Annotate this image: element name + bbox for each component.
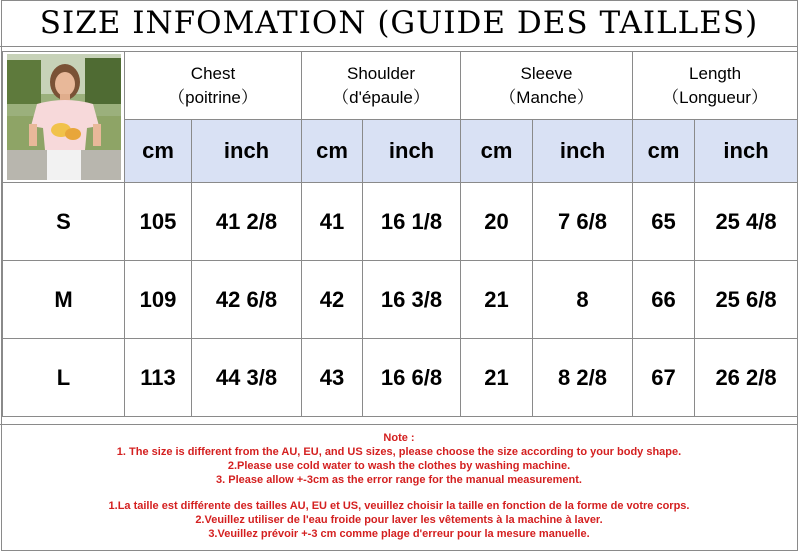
column-length — [633, 52, 798, 120]
column-chest — [125, 52, 302, 120]
notes-spacer — [0, 487, 798, 499]
column-shoulder-en: Shoulder — [346, 63, 416, 83]
table-cell: 65 — [633, 183, 695, 261]
table-cell: 16 1/8 — [363, 183, 461, 261]
note-fr-3: 3.Veuillez prévoir +-3 cm comme plage d'erreur pour la mesure manuelle. — [208, 528, 590, 540]
table-cell: 109 — [125, 261, 192, 339]
size-label: S — [3, 183, 125, 261]
column-length-fr: （Longueur） — [662, 87, 768, 107]
table-cell: 44 3/8 — [192, 339, 302, 417]
table-cell: 8 — [533, 261, 633, 339]
unit-inch: inch — [192, 120, 302, 183]
note-fr-2: 2.Veuillez utiliser de l'eau froide pour laver les vêtements à la machine à laver. — [195, 514, 603, 526]
table-cell: 42 6/8 — [192, 261, 302, 339]
table-cell: 43 — [302, 339, 363, 417]
note-en-3: 3. Please allow +-3cm as the error range for the manual measurement. — [216, 474, 582, 486]
column-sleeve-fr: （Manche） — [499, 87, 594, 107]
table-cell: 105 — [125, 183, 192, 261]
table-cell: 16 6/8 — [363, 339, 461, 417]
size-table — [2, 51, 798, 417]
note-fr-1: 1.La taille est différente des tailles AU, EU et US, veuillez choisir la taille en fonction de la forme de votre corps. — [108, 500, 690, 512]
page-title: SIZE INFOMATION (GUIDE DES TAILLES) — [0, 0, 798, 47]
note-en-1: 1. The size is different from the AU, EU, and US sizes, please choose the size according to your body shape. — [116, 446, 682, 458]
unit-cm: cm — [302, 120, 363, 183]
notes-heading: Note : — [383, 432, 415, 444]
unit-cm: cm — [125, 120, 192, 183]
note-en-2: 2.Please use cold water to wash the clothes by washing machine. — [227, 460, 571, 472]
notes-section — [0, 424, 798, 551]
table-cell: 7 6/8 — [533, 183, 633, 261]
table-cell: 26 2/8 — [695, 339, 798, 417]
product-photo-cell — [3, 52, 125, 183]
table-cell: 41 — [302, 183, 363, 261]
table-row — [3, 183, 798, 261]
unit-cm: cm — [461, 120, 533, 183]
table-cell: 21 — [461, 339, 533, 417]
unit-inch: inch — [533, 120, 633, 183]
table-cell: 67 — [633, 339, 695, 417]
table-cell: 21 — [461, 261, 533, 339]
unit-inch: inch — [695, 120, 798, 183]
table-cell: 25 4/8 — [695, 183, 798, 261]
table-cell: 16 3/8 — [363, 261, 461, 339]
column-sleeve-en: Sleeve — [520, 63, 573, 83]
table-cell: 25 6/8 — [695, 261, 798, 339]
column-sleeve — [461, 52, 633, 120]
size-label: M — [3, 261, 125, 339]
column-chest-en: Chest — [190, 63, 236, 83]
unit-cm: cm — [633, 120, 695, 183]
size-label: L — [3, 339, 125, 417]
column-shoulder-fr: （d'épaule） — [332, 87, 430, 107]
table-cell: 20 — [461, 183, 533, 261]
table-cell: 8 2/8 — [533, 339, 633, 417]
model-photo — [7, 54, 121, 180]
table-row — [3, 339, 798, 417]
table-row — [3, 261, 798, 339]
table-cell: 41 2/8 — [192, 183, 302, 261]
table-cell: 42 — [302, 261, 363, 339]
table-cell: 66 — [633, 261, 695, 339]
measurement-header-row — [3, 52, 798, 120]
table-cell: 113 — [125, 339, 192, 417]
unit-inch: inch — [363, 120, 461, 183]
column-shoulder — [302, 52, 461, 120]
column-length-en: Length — [689, 63, 742, 83]
column-chest-fr: （poitrine） — [168, 87, 258, 107]
